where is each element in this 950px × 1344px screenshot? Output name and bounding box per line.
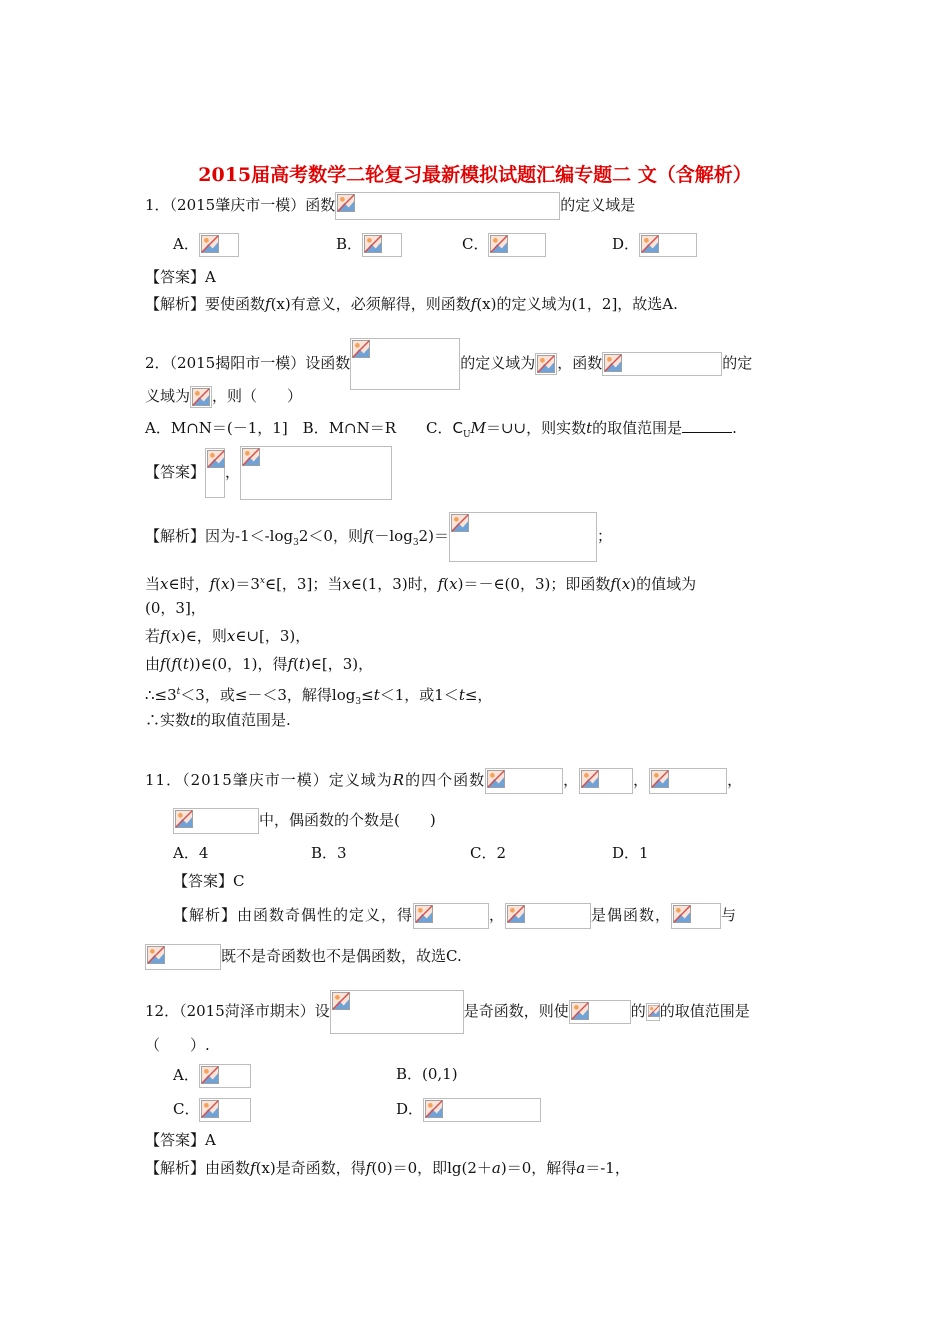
- q2-analysis-line3: (0，3]，: [145, 599, 206, 617]
- formula-image: [330, 990, 464, 1034]
- q1-option-c: C．: [462, 233, 546, 257]
- q11-stem: 11．（2015肇庆市一模）定义域为R的四个函数 ， ， ，: [145, 768, 743, 794]
- page-title: 2015届高考数学二轮复习最新模拟试题汇编专题二 文（含解析）: [198, 164, 752, 186]
- q12-answer: 【答案】A: [145, 1131, 216, 1149]
- formula-image: [639, 233, 697, 257]
- formula-image: [579, 768, 633, 794]
- q12-option-c: C．: [173, 1098, 251, 1122]
- formula-image: [646, 1003, 660, 1021]
- q2-stem: 2．（2015揭阳市一模）设函数 的定义域为 ，函数 的定: [145, 338, 752, 390]
- q2-analysis-line1: 【解析】因为$-1<-\log_32<0$，则$f(-\log_32)=$ ；: [145, 512, 612, 562]
- q1-answer: 【答案】A: [145, 268, 216, 286]
- q11-analysis-line2: 既不是奇函数也不是偶函数，故选C.: [145, 944, 462, 970]
- q2-analysis-line4: 若f(x)∈，则x∈∪[，3)，: [145, 627, 311, 645]
- formula-image: [199, 1064, 251, 1088]
- q2-options: A．M∩N＝(－1，1] B．M∩N＝R C．$C_UM=\cup\cup$，则实数t的取值范围是 .: [145, 419, 737, 440]
- formula-image: [505, 903, 591, 929]
- formula-image: [173, 808, 259, 834]
- q11-option-c: C．2: [470, 844, 507, 862]
- q11-answer: 【答案】C: [173, 872, 245, 890]
- q11-stem-line2: 中，偶函数的个数是( ): [173, 808, 436, 834]
- q1-option-a: A．: [173, 233, 239, 257]
- formula-image: [199, 1098, 251, 1122]
- q2-analysis-line7: ∴实数t的取值范围是.: [145, 711, 291, 729]
- formula-image: [569, 1000, 631, 1024]
- q1-stem: 1．（2015肇庆市一模）函数 的定义域是: [145, 192, 635, 220]
- q2-analysis-line5: 由f(f(t))∈(0，1)，得f(t)∈[，3)，: [145, 655, 374, 673]
- q12-option-b: B．(0,1): [396, 1065, 458, 1083]
- formula-image: [671, 903, 721, 929]
- formula-image: [190, 386, 212, 408]
- q11-option-d: D．1: [612, 844, 649, 862]
- q12-stem-line2: （ ）.: [145, 1036, 210, 1054]
- formula-image: [535, 353, 557, 375]
- formula-image: [205, 448, 225, 498]
- formula-image: [350, 338, 460, 390]
- formula-image: [335, 192, 560, 220]
- q2-analysis-line6: $\therefore\le 3^t<3$，或≤－＜3，解得$\log_3\le t<1$，或1＜t≤，: [145, 686, 493, 707]
- formula-image: [488, 233, 546, 257]
- formula-image: [449, 512, 597, 562]
- q1-option-b: B．: [336, 233, 402, 257]
- q12-option-d: D．: [396, 1098, 541, 1122]
- formula-image: [240, 446, 392, 500]
- q11-option-a: A．4: [173, 844, 209, 862]
- q1-option-d: D．: [612, 233, 697, 257]
- q12-analysis: 【解析】由函数f(x)是奇函数，得f(0)＝0，即lg(2＋a)＝0，解得a＝-1，: [145, 1159, 630, 1177]
- q11-option-b: B．3: [311, 844, 347, 862]
- formula-image: [423, 1098, 541, 1122]
- q2-analysis-line2: 当x∈时，$f(x)=3^x\in$[，3]；当x∈(1，3)时，f(x)＝－∈(0，3)；即函数f(x)的值域为: [145, 575, 697, 593]
- formula-image: [362, 233, 402, 257]
- q12-stem: 12．（2015菏泽市期末）设 是奇函数，则使 的 的取值范围是: [145, 990, 750, 1034]
- formula-image: [649, 768, 727, 794]
- formula-image: [602, 352, 722, 376]
- q2-answer: 【答案】 ，: [145, 446, 392, 500]
- formula-image: [485, 768, 563, 794]
- formula-image: [145, 944, 221, 970]
- q2-stem-line2: 义域为 ，则（ ）: [145, 386, 302, 408]
- q11-analysis: 【解析】由函数奇偶性的定义，得 ， 是偶函数， 与: [173, 903, 737, 929]
- q1-analysis: 【解析】要使函数f(x)有意义，必须解得，则函数f(x)的定义域为(1，2]，故选A.: [145, 295, 678, 313]
- formula-image: [413, 903, 489, 929]
- formula-image: [199, 233, 239, 257]
- q12-option-a: A．: [173, 1064, 251, 1088]
